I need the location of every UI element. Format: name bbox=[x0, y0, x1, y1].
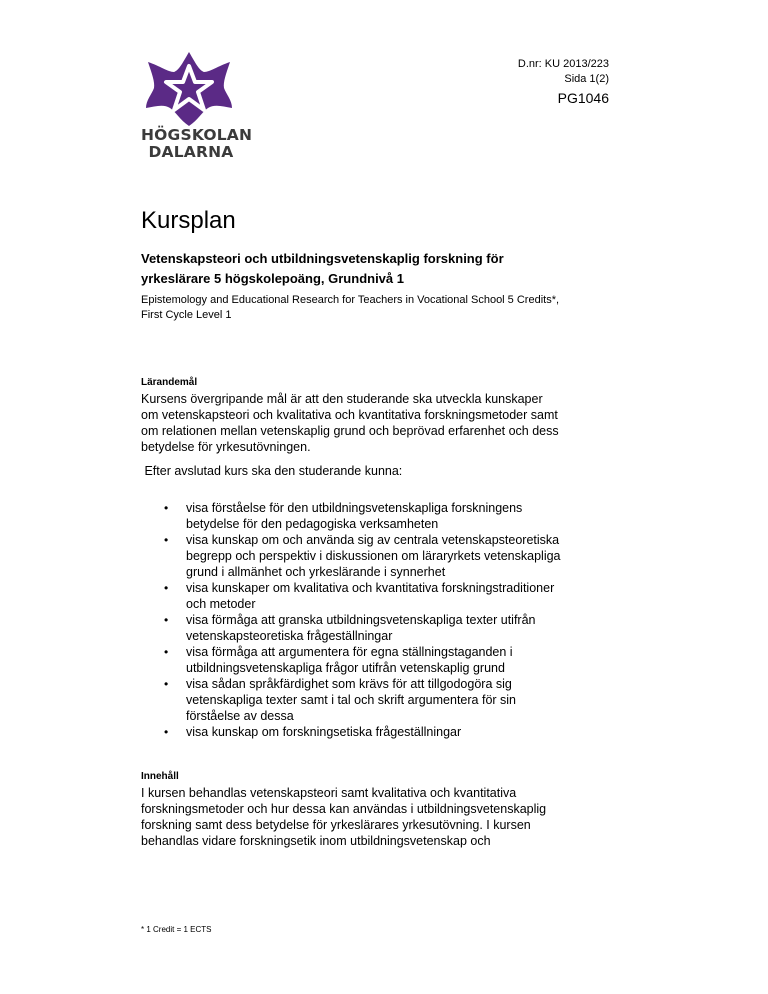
list-item: • visa kunskap om forskningsetiska frågeställningar bbox=[164, 725, 462, 739]
innehall-text: I kursen behandlas vetenskapsteori samt kvalitativa och kvantitativa forskningsmetoder och hur dessa kan användas i utbildningsvetenskaplig forskning samt dess betydelse för yrkeslärares yrkesutövning. I kursen behandlas vidare forskningsetik inom utbildningsvetenskap och bbox=[141, 786, 547, 848]
learning-outcomes-list bbox=[141, 500, 571, 740]
logo-line-1: HÖGSKOLAN bbox=[141, 126, 253, 144]
logo bbox=[138, 50, 253, 161]
bullet-icon: • bbox=[164, 501, 169, 515]
course-title-english: Epistemology and Educational Research for Teachers in Vocational School 5 Credits*, First Cycle Level 1 bbox=[141, 294, 560, 321]
course-title-swedish: Vetenskapsteori och utbildningsvetenskaplig forskning för yrkeslärare 5 högskolepoäng, Grundnivå 1 bbox=[141, 251, 504, 286]
diary-number: D.nr: KU 2013/223 bbox=[517, 58, 609, 70]
larandemal-intro: Kursens övergripande mål är att den studerande ska utveckla kunskaper om vetenskapsteori och kvalitativa och kvantitativa forskningsmetoder samt om relationen mellan vetenskaplig grund och beprövad erfarenhet och dess betydelse för yrkesutövningen. bbox=[141, 392, 559, 454]
list-item: • visa sådan språkfärdighet som krävs för att tillgodogöra sig vetenskapliga texter samt i tal och skrift argumentera för sin förståelse av dessa bbox=[164, 677, 517, 723]
bullet-icon: • bbox=[164, 613, 169, 627]
page-number: Sida 1(2) bbox=[564, 73, 609, 85]
list-item: • visa kunskap om och använda sig av centrala vetenskapsteoretiska begrepp och perspektiv i diskussionen om läraryrkets vetenskapliga grund i allmänhet och yrkeslärande i synnerhet bbox=[164, 533, 561, 579]
list-item: • visa förmåga att argumentera för egna ställningstaganden i utbildningsvetenskapliga frågor utifrån vetenskaplig grund bbox=[164, 645, 513, 675]
bullet-icon: • bbox=[164, 725, 169, 739]
bullet-icon: • bbox=[164, 581, 169, 595]
star-flower-logo-icon bbox=[144, 50, 234, 128]
list-item: • visa kunskaper om kvalitativa och kvantitativa forskningstraditioner och metoder bbox=[164, 581, 555, 611]
bullet-icon: • bbox=[164, 645, 169, 659]
bullet-icon: • bbox=[164, 533, 169, 547]
document-header-info bbox=[518, 57, 609, 107]
course-code: PG1046 bbox=[557, 90, 609, 106]
footnote: * 1 Credit = 1 ECTS bbox=[141, 925, 212, 934]
logo-line-2: DALARNA bbox=[148, 143, 234, 161]
section-heading-innehall: Innehåll bbox=[141, 771, 179, 782]
page-title: Kursplan bbox=[141, 207, 236, 234]
logo-wordmark bbox=[141, 126, 253, 161]
list-item: • visa förmåga att granska utbildningsvetenskapliga texter utifrån vetenskapsteoretiska frågeställningar bbox=[164, 613, 536, 643]
section-heading-larandemal: Lärandemål bbox=[141, 377, 198, 388]
bullet-icon: • bbox=[164, 677, 169, 691]
larandemal-lead: Efter avslutad kurs ska den studerande kunna: bbox=[141, 464, 403, 478]
list-item: • visa förståelse för den utbildningsvetenskapliga forskningens betydelse för den pedagogiska verksamheten bbox=[164, 501, 523, 531]
